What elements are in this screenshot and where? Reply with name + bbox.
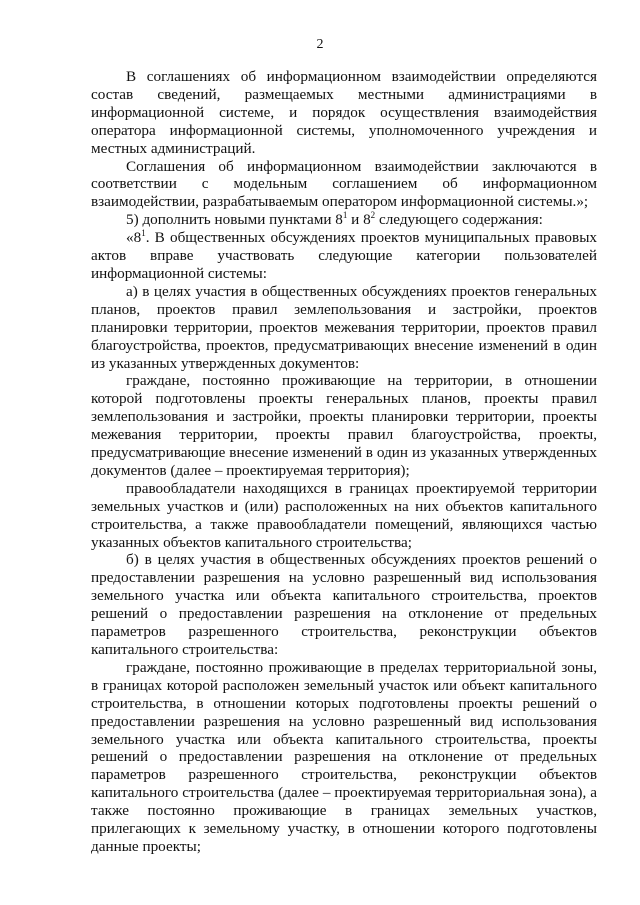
- paragraph-residents-territory: [91, 372, 597, 479]
- paragraph-text: правообладатели находящихся в границах проектируемой территории земельных участков и (или) расположенных на них объектов капитального строительства, а также правообладатели помещений, являющихся частью указанных объектов капитального строительства;: [91, 479, 597, 551]
- paragraph-item-5: [91, 211, 597, 229]
- paragraph-text: граждане, постоянно проживающие на территории, в отношении которой подготовлены проекты генеральных планов, проекты правил землепользования и застройки, проекты планировки территории, проекты межевания территории, проекты правил благоустройства, проекты, предусматривающие внесение изменений в один из указанных утвержденных документов (далее – проектируемая территория);: [91, 372, 597, 479]
- paragraph-text: Соглашения об информационном взаимодействии заключаются в соответствии с модельным соглашением об информационном взаимодействии, разрабатываемым оператором информационной системы.»;: [91, 157, 597, 211]
- paragraph-agreements-model: [91, 158, 597, 212]
- paragraph-text: «8: [126, 229, 142, 247]
- paragraph-text: следующего содержания:: [375, 211, 543, 229]
- paragraph-agreements-content: [91, 68, 597, 158]
- paragraph-residents-zone: [91, 659, 597, 856]
- superscript: 1: [141, 228, 146, 239]
- paragraph-text: граждане, постоянно проживающие в пределах территориальной зоны, в границах которой расположен земельный участок или объект капитального строительства, в отношении которых подготовлены проекты решений о предоставлении разрешения на условно разрешенный вид использования земельного участка или объекта капитального строительства, проекты решений о предоставлении разрешения на отклонение от предельных параметров разрешенного строительства, реконструкции объектов капитального строительства (далее – проектируемая территориальная зона), а также постоянно проживающие в границах земельных участков, прилегающих к земельному участку, в отношении которого подготовлены данные проекты;: [91, 658, 597, 855]
- paragraph-subpoint-b: [91, 551, 597, 658]
- page-number: 2: [316, 37, 324, 52]
- paragraph-text: а) в целях участия в общественных обсуждениях проектов генеральных планов, проектов правил землепользования и застройки, проектов планировки территории, проектов межевания территории, проектов правил благоустройства, проектов, предусматривающих внесение изменений в один из указанных утвержденных документов:: [91, 282, 597, 372]
- paragraph-text: . В общественных обсуждениях проектов муниципальных правовых актов вправе участвовать следующие категории пользователей информационной системы:: [91, 229, 597, 282]
- superscript: 2: [370, 210, 376, 221]
- paragraph-text: б) в целях участия в общественных обсуждениях проектов решений о предоставлении разрешения на условно разрешенный вид использования земельного участка или объекта капитального строительства, проектов решений о предоставлении разрешения на отклонение от предельных параметров разрешенного строительства, реконструкции объектов капитального строительства:: [91, 551, 597, 658]
- paragraph-text: и 8: [347, 211, 371, 229]
- superscript: 1: [342, 210, 348, 221]
- paragraph-rightholders: [91, 480, 597, 552]
- paragraph-subpoint-a: [91, 283, 597, 373]
- paragraph-text: В соглашениях об информационном взаимодействии определяются состав сведений, размещаемых местными администрациями в информационной системе, и порядок осуществления взаимодействия оператора информационной системы, уполномоченного учреждения и местных администраций.: [91, 68, 597, 157]
- paragraph-point-8-1: [91, 229, 597, 283]
- document-body: [91, 68, 597, 856]
- paragraph-text: 5) дополнить новыми пунктами 8: [126, 211, 343, 229]
